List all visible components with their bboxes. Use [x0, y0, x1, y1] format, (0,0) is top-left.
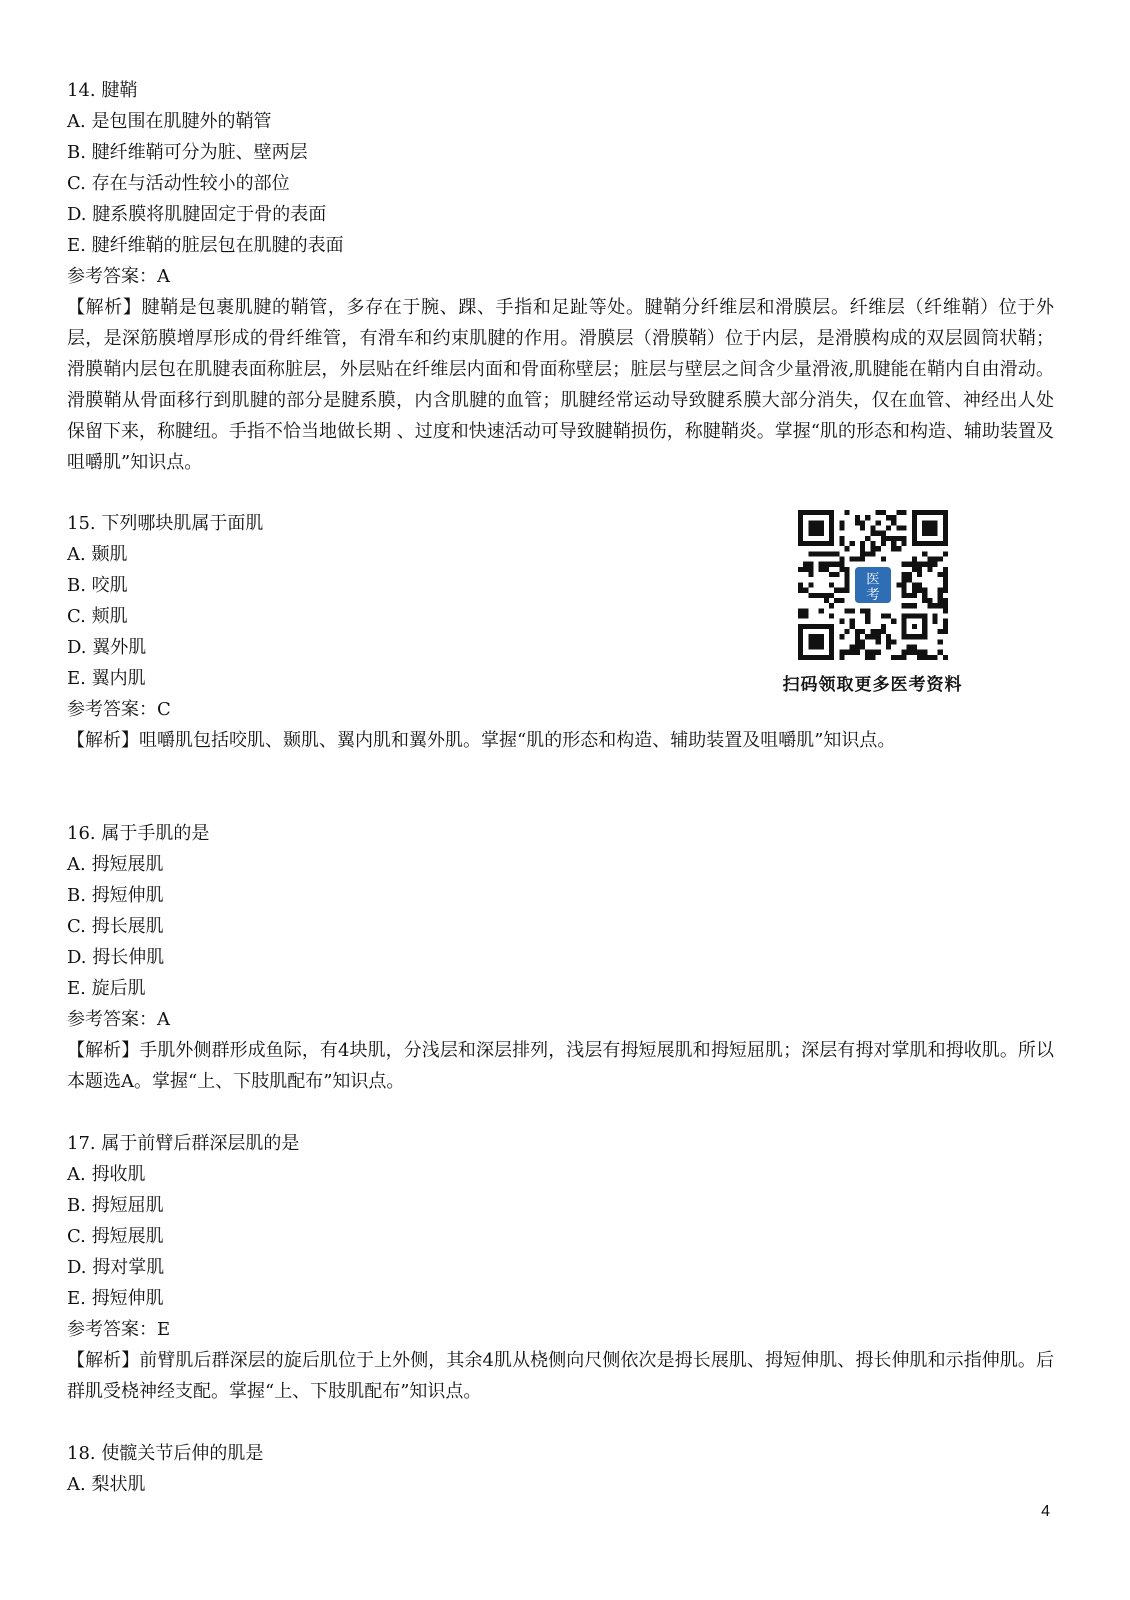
option-c: C. 存在与活动性较小的部位: [67, 173, 290, 194]
option-a: A. 拇短展肌: [67, 854, 164, 875]
option-c: C. 拇长展肌: [67, 916, 164, 937]
answer: 参考答案：A: [67, 266, 170, 287]
question-title: 18. 使髋关节后伸的肌是: [67, 1443, 264, 1464]
option-d: D. 翼外肌: [67, 637, 147, 658]
option-c: C. 拇短展肌: [67, 1226, 164, 1247]
question-14: [67, 75, 1054, 478]
option-d: D. 腱系膜将肌腱固定于骨的表面: [67, 204, 327, 225]
option-b: B. 拇短屈肌: [67, 1195, 164, 1216]
option-e: E. 拇短伸肌: [67, 1288, 164, 1309]
option-d: D. 拇对掌肌: [67, 1257, 165, 1278]
option-b: B. 拇短伸肌: [67, 885, 164, 906]
option-e: E. 腱纤维鞘的脏层包在肌腱的表面: [67, 235, 344, 256]
option-c: C. 颊肌: [67, 606, 128, 627]
qr-logo-text-2: 考: [865, 587, 880, 603]
analysis: 【解析】前臂肌后群深层的旋后肌位于上外侧，其余4肌从桡侧向尺侧依次是拇长展肌、拇短伸肌、拇长伸肌和示指伸肌。后群肌受桡神经支配。掌握“上、下肢肌配布”知识点。: [67, 1350, 1054, 1402]
question-title: 15. 下列哪块肌属于面肌: [67, 513, 264, 534]
option-b: B. 咬肌: [67, 575, 128, 596]
option-a: A. 梨状肌: [67, 1474, 146, 1495]
analysis: 【解析】腱鞘是包裹肌腱的鞘管，多存在于腕、踝、手指和足趾等处。腱鞘分纤维层和滑膜层。纤维层（纤维鞘）位于外层，是深筋膜增厚形成的骨纤维管，有滑车和约束肌腱的作用。滑膜层（滑膜鞘）位于内层，是滑膜构成的双层圆筒状鞘；滑膜鞘内层包在肌腱表面称脏层，外层贴在纤维层内面和骨面称壁层；脏层与壁层之间含少量滑液,肌腱能在鞘内自由滑动。滑膜鞘从骨面移行到肌腱的部分是腱系膜，内含肌腱的血管；肌腱经常运动导致腱系膜大部分消失，仅在血管、神经出人处保留下来，称腱纽。手指不恰当地做长期 、过度和快速活动可导致腱鞘损伤，称腱鞘炎。掌握“肌的形态和构造、辅助装置及咀嚼肌”知识点。: [67, 297, 1054, 473]
question-16: [67, 818, 1054, 1097]
answer: 参考答案：E: [67, 1319, 171, 1340]
question-title: 14. 腱鞘: [67, 80, 138, 101]
analysis: 【解析】咀嚼肌包括咬肌、颞肌、翼内肌和翼外肌。掌握“肌的形态和构造、辅助装置及咀嚼肌”知识点。: [67, 730, 896, 751]
option-e: E. 旋后肌: [67, 978, 146, 999]
question-title: 17. 属于前臂后群深层肌的是: [67, 1133, 300, 1154]
analysis: 【解析】手肌外侧群形成鱼际，有4块肌，分浅层和深层排列，浅层有拇短展肌和拇短屈肌；深层有拇对掌肌和拇收肌。所以本题选A。掌握“上、下肢肌配布”知识点。: [67, 1040, 1054, 1092]
option-d: D. 拇长伸肌: [67, 947, 165, 968]
qr-caption: 扫码领取更多医考资料: [782, 675, 963, 695]
option-e: E. 翼内肌: [67, 668, 146, 689]
option-a: A. 是包围在肌腱外的鞘管: [67, 111, 272, 132]
option-b: B. 腱纤维鞘可分为脏、壁两层: [67, 142, 308, 163]
question-title: 16. 属于手肌的是: [67, 823, 210, 844]
qr-code-block: [770, 510, 975, 695]
option-a: A. 拇收肌: [67, 1164, 146, 1185]
question-18: [67, 1438, 1054, 1500]
page-number: 4: [1041, 1503, 1050, 1520]
qr-code-image: [798, 510, 948, 660]
answer: 参考答案：A: [67, 1009, 170, 1030]
answer: 参考答案：C: [67, 699, 171, 720]
option-a: A. 颞肌: [67, 544, 128, 565]
question-17: [67, 1128, 1054, 1407]
qr-logo-text-1: 医: [865, 572, 880, 588]
